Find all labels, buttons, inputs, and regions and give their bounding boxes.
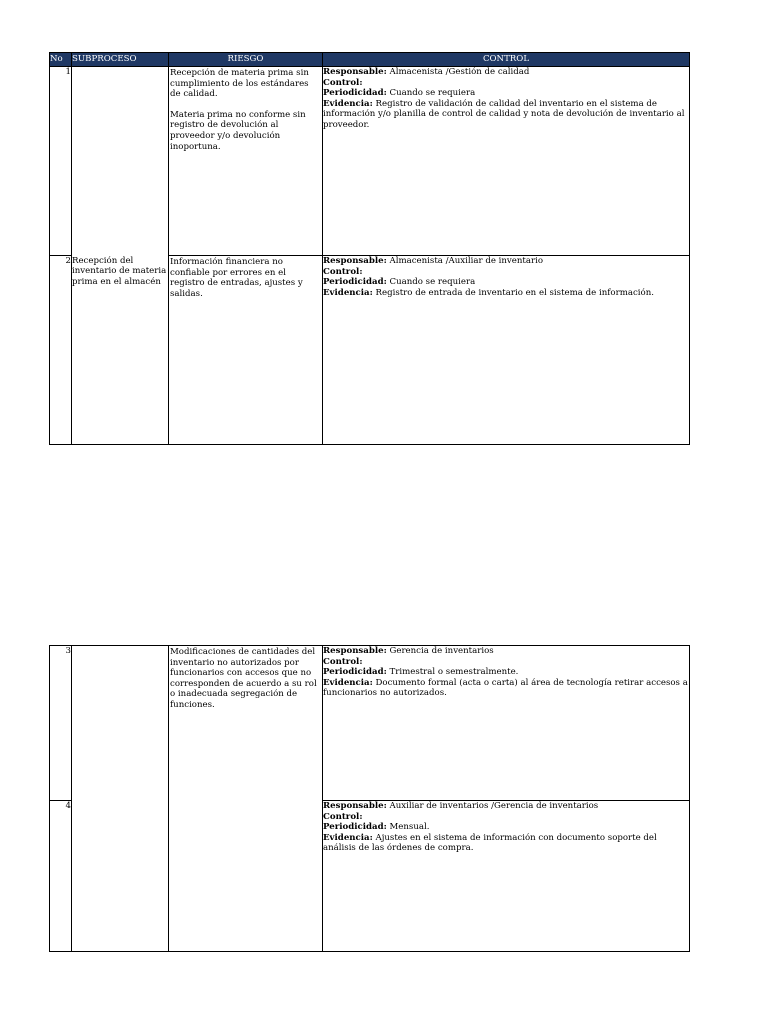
control-periodicidad: Periodicidad: Mensual. <box>323 822 430 833</box>
header-subproceso: SUBPROCESO <box>72 53 169 67</box>
control-responsable: Responsable: Almacenista /Auxiliar de inventario <box>323 256 544 266</box>
header-control: CONTROL <box>323 53 690 67</box>
control-evidencia: Evidencia: Registro de validación de calidad del inventario en el sistema de información y/o planilla de control de calidad y nota de devolución de inventario al proveedor. <box>323 98 685 130</box>
riesgo-text: Recepción de materia prima sin cumplimiento de los estándares de calidad. <box>170 68 309 100</box>
control-control: Control: <box>323 656 363 667</box>
riesgo-cell <box>169 646 323 952</box>
control-periodicidad: Periodicidad: Trimestral o semestralmente. <box>323 667 519 678</box>
control-control: Control: <box>323 811 363 822</box>
control-responsable: Responsable: Almacenista /Gestión de calidad <box>323 67 530 77</box>
header-no: No <box>50 53 72 67</box>
control-evidencia: Evidencia: Registro de entrada de inventario en el sistema de información. <box>323 287 654 298</box>
control-evidencia: Evidencia: Documento formal (acta o carta) al área de tecnología retirar accesos a funcionarios no autorizados. <box>323 677 688 699</box>
riesgo-text: Modificaciones de cantidades del inventario no autorizados por funcionarios con accesos que no corresponden de acuerdo a su rol o inadecuada segregación de funciones. <box>170 647 317 710</box>
row-number: 4 <box>50 801 72 952</box>
header-riesgo: RIESGO <box>169 53 323 67</box>
control-control: Control: <box>323 77 363 88</box>
control-cell <box>323 67 690 256</box>
control-periodicidad: Periodicidad: Cuando se requiera <box>323 277 476 288</box>
control-control: Control: <box>323 266 363 277</box>
control-responsable: Responsable: Gerencia de inventarios <box>323 646 494 656</box>
control-cell <box>323 256 690 445</box>
control-evidencia: Evidencia: Ajustes en el sistema de información con documento soporte del análisis de las órdenes de compra. <box>323 832 657 854</box>
riesgo-cell <box>169 256 323 445</box>
control-cell <box>323 646 690 801</box>
control-cell <box>323 801 690 952</box>
riesgo-text: Materia prima no conforme sin registro de devolución al proveedor y/o devolución inoportuna. <box>170 109 306 152</box>
table-row <box>50 67 690 256</box>
riesgo-text: Información financiera no confiable por errores en el registro de entradas, ajustes y salidas. <box>170 257 303 299</box>
row-number: 3 <box>50 646 72 801</box>
control-periodicidad: Periodicidad: Cuando se requiera <box>323 88 476 99</box>
row-number: 2 <box>50 256 72 445</box>
riesgo-cell <box>169 67 323 256</box>
subproceso-cell <box>72 67 169 256</box>
subproceso-cell: Recepción del inventario de materia prima en el almacén <box>72 256 169 445</box>
table-row <box>50 256 690 445</box>
table-header-row <box>50 53 690 67</box>
row-number: 1 <box>50 67 72 256</box>
risk-control-table-top <box>49 52 690 445</box>
risk-control-table-bottom <box>49 645 690 952</box>
table-row <box>50 646 690 801</box>
subproceso-cell <box>72 646 169 952</box>
control-responsable: Responsable: Auxiliar de inventarios /Gerencia de inventarios <box>323 801 599 811</box>
